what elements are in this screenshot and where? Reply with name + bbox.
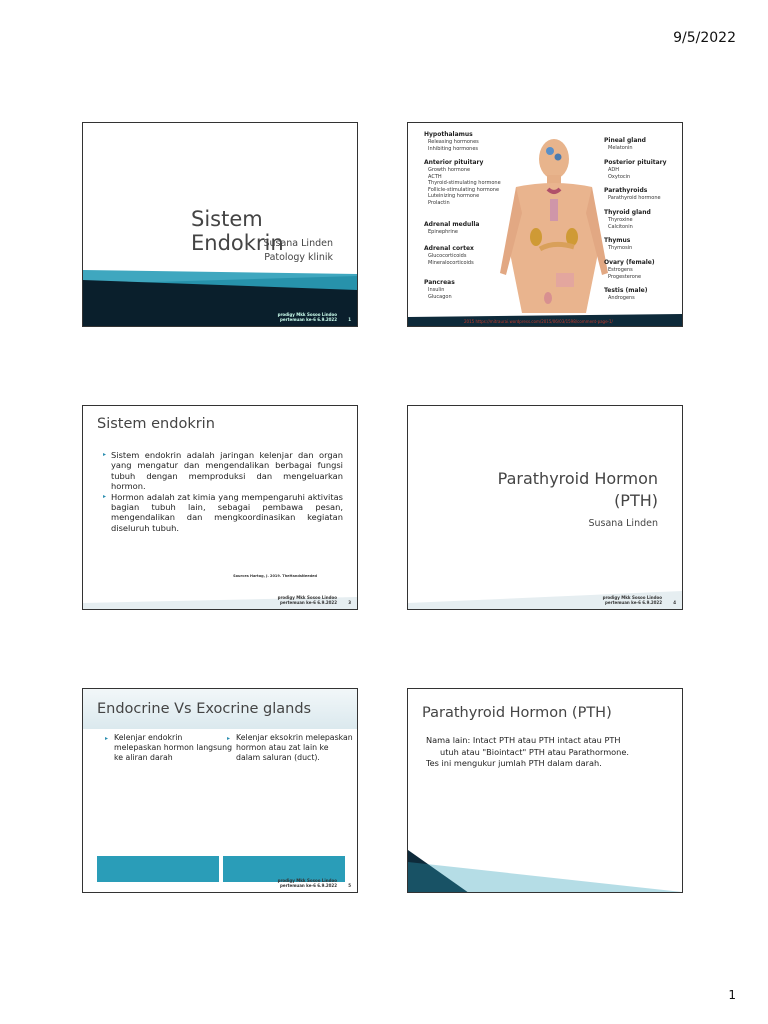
items-adrenal-cortex: Glucocorticoids Mineralocorticoids	[428, 253, 474, 266]
body-line-2: utuh atau "Biointact" PTH atau Parathormone.	[440, 746, 630, 757]
footer-line-2: pertemuan ke-6 6.9.2022	[280, 883, 337, 888]
exocrine-text: Kelenjar eksokrin melepaskan hormon atau zat lain ke dalam saluran (duct).	[236, 733, 353, 762]
endocrine-image-placeholder	[97, 856, 219, 882]
label-adrenal-medulla: Adrenal medulla	[424, 221, 480, 228]
bullet-arrow-icon: ▸	[105, 735, 109, 742]
items-hypothalamus: Releasing hormones Inhibiting hormones	[428, 139, 479, 152]
label-posterior-pituitary: Posterior pituitary	[604, 159, 667, 166]
label-testis: Testis (male)	[604, 287, 648, 294]
label-pancreas: Pancreas	[424, 279, 455, 286]
footer-line-2: pertemuan ke-6 6.9.2022	[280, 600, 337, 605]
footer-line-1: prodigy Mkk Sosoo Lindoo	[277, 312, 337, 317]
slide-title: Sistem Endokrin	[191, 207, 284, 255]
label-parathyroids: Parathyroids	[604, 187, 648, 194]
slide-1-thumbnail[interactable]	[82, 122, 358, 327]
slide-footer	[278, 595, 337, 605]
slide-2-thumbnail[interactable]	[407, 122, 683, 327]
footer-line-2: pertemuan ke-6 6.9.2022	[280, 317, 337, 322]
slide-body	[426, 735, 676, 770]
items-thyroid: Thyroxine Calcitonin	[608, 217, 633, 230]
reference: Sources Hartog, J. 2019. TheHandsNeeded	[233, 574, 317, 578]
slide-footer	[603, 595, 662, 605]
slide-wedge-decoration	[408, 822, 682, 892]
image-source[interactable]: 2015 https://mitraurai.wordpress.com/2015/06/03/1598/comment-page-1/	[464, 319, 613, 324]
bullet-item: ▸ Hormon adalah zat kimia yang mempengaruhi aktivitas bagian tubuh lain, sebagai pembawa pesan, mengendalikan dan mengkoordinasikan kegiatan diseluruh tubuh.	[103, 492, 343, 534]
items-parathyroids: Parathyroid hormone	[608, 195, 661, 201]
items-posterior: ADH Oxytocin	[608, 167, 631, 180]
endocrine-anatomy-diagram	[408, 123, 682, 326]
footer-line-1: prodigy Mkk Sosoo Lindoo	[277, 595, 337, 600]
slide-title: Endocrine Vs Exocrine glands	[97, 701, 312, 717]
items-pineal: Melatonin	[608, 145, 633, 151]
slide-footer	[278, 312, 337, 322]
page-date: 9/5/2022	[673, 30, 736, 46]
endocrine-text: Kelenjar endokrin melepaskan hormon langsung ke aliran darah	[114, 733, 233, 762]
column-endocrine	[105, 733, 233, 763]
slide-number: 3	[348, 600, 351, 605]
body-line-3: Tes ini mengukur jumlah PTH dalam darah.	[426, 758, 602, 768]
subtitle-author: Susana Linden	[263, 238, 333, 249]
items-pancreas: Insulin Glucagon	[428, 287, 452, 300]
page-number: 1	[728, 988, 736, 1002]
slide-5-thumbnail[interactable]	[82, 688, 358, 893]
footer-line-1: prodigy Mkk Sosoo Lindoo	[277, 878, 337, 883]
items-anterior-pituitary: Growth hormone ACTH Thyroid-stimulating hormone Follicle-stimulating hormone Luteinizing hormone Prolactin	[428, 167, 501, 206]
subtitle-department: Patology klinik	[264, 252, 333, 263]
items-ovary: Estrogens Progesterone	[608, 267, 642, 280]
label-anterior-pituitary: Anterior pituitary	[424, 159, 484, 166]
bullet-list	[103, 450, 343, 533]
slide-footer	[278, 878, 337, 888]
slide-subtitle: Susana Linden	[588, 518, 658, 529]
slide-3-thumbnail[interactable]	[82, 405, 358, 610]
label-hypothalamus: Hypothalamus	[424, 131, 473, 138]
title-line-2: (PTH)	[614, 491, 658, 510]
label-ovary: Ovary (female)	[604, 259, 655, 266]
bullet-item: ▸ Sistem endokrin adalah jaringan kelenjar dan organ yang mengatur dan mengendalikan berbagai fungsi tubuh dengan memproduksi dan mengeluarkan hormon.	[103, 450, 343, 492]
items-thymus: Thymosin	[608, 245, 633, 251]
slide-title	[498, 468, 658, 512]
title-line-1: Parathyroid Hormon	[497, 469, 658, 488]
slide-number: 1	[348, 317, 351, 322]
label-thymus: Thymus	[604, 237, 631, 244]
slide-title: Sistem endokrin	[97, 416, 215, 432]
body-line-1: Nama lain: Intact PTH atau PTH intact atau PTH	[426, 735, 621, 745]
slide-subtitle	[263, 237, 333, 265]
bullet-arrow-icon: ▸	[227, 735, 231, 742]
slide-number: 5	[348, 883, 351, 888]
column-exocrine	[227, 733, 354, 763]
label-adrenal-cortex: Adrenal cortex	[424, 245, 474, 252]
slide-4-thumbnail[interactable]	[407, 405, 683, 610]
footer-line-1: prodigy Mkk Sosoo Lindoo	[602, 595, 662, 600]
items-testis: Androgens	[608, 295, 635, 301]
slide-title: Parathyroid Hormon (PTH)	[422, 705, 612, 721]
label-thyroid-gland: Thyroid gland	[604, 209, 651, 216]
footer-line-2: pertemuan ke-6 6.9.2022	[605, 600, 662, 605]
slide-number: 4	[673, 600, 676, 605]
slide-6-thumbnail[interactable]	[407, 688, 683, 893]
items-adrenal-medulla: Epinephrine	[428, 229, 458, 235]
label-pineal-gland: Pineal gland	[604, 137, 646, 144]
